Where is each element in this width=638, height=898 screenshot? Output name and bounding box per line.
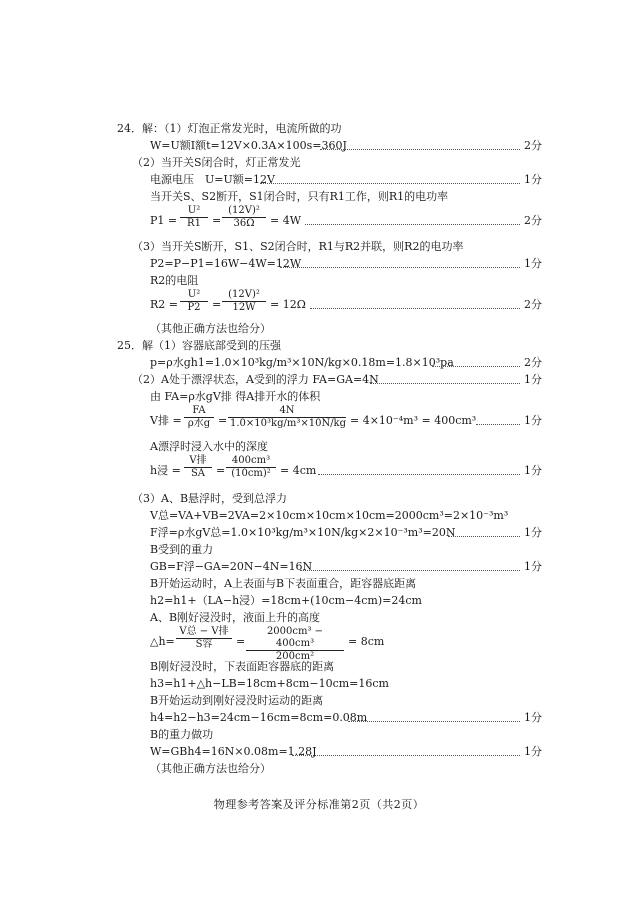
q25-title: 25．解（1）容器底部受到的压强 [117, 339, 281, 352]
q25-line1: p=ρ水gh1=1.0×10³kg/m³×10N/kg×0.18m=1.8×10³pa [150, 356, 454, 369]
score-label: 1分 [524, 257, 542, 270]
q25-v-rhs: = 4×10⁻⁴m³ = 400cm³ [350, 414, 477, 427]
score-label: 1分 [524, 745, 542, 758]
q25-line8: V总=VA+VB=2VA=2×10cm×10cm×10cm=2000cm³=2×10⁻³m³ [150, 509, 509, 522]
q24-p1-rhs: = 4W [270, 214, 302, 227]
fraction [176, 626, 232, 651]
score-label: 2分 [524, 356, 542, 369]
fraction-numerator: 400cm³ [226, 455, 276, 468]
fraction-denominator: 200cm² [275, 651, 315, 662]
fraction-numerator: U² [180, 289, 208, 302]
q24-r2-lhs: R2 = [150, 298, 178, 311]
dot-leader [300, 569, 520, 571]
score-label: 1分 [524, 173, 542, 186]
score-label: 1分 [524, 711, 542, 724]
fraction-denominator: R1 [187, 218, 201, 229]
q25-h-rhs: = 4cm [280, 464, 317, 477]
q25-dh-lhs: △h= [150, 635, 175, 648]
q24-r2-rhs: = 12Ω [270, 298, 306, 311]
q25-line16: B刚好浸没时，下表面距容器底的距离 [150, 660, 335, 673]
fraction [222, 205, 266, 230]
fraction [226, 455, 276, 480]
equals-sign: = [212, 214, 222, 227]
fraction-denominator: 12W [232, 302, 256, 313]
fraction-numerator: U² [180, 205, 208, 218]
fraction-denominator: ρ水g [187, 418, 211, 429]
q25-line3: 由 FA=ρ水gV排 得A排开水的体积 [150, 390, 321, 403]
q24-line6: （3）当开关S断开，S1、S2闭合时，R1与R2并联，则R2的电功率 [132, 240, 464, 253]
fraction [184, 405, 214, 430]
dot-leader [305, 223, 520, 225]
q25-line18: B开始运动到刚好浸没时运动的距离 [150, 694, 324, 707]
fraction-numerator: V总 − V排 [176, 626, 232, 639]
q24-line4: 当开关S、S2断开，S1闭合时，只有R1工作，则R1的电功率 [150, 190, 449, 203]
q24-line7: P2=P−P1=16W−4W=12W [150, 257, 302, 270]
dot-leader [260, 182, 520, 184]
equals-sign: = [218, 414, 228, 427]
fraction-numerator: FA [184, 405, 214, 418]
q25-line14: A、B刚好浸没时，液面上升的高度 [150, 611, 321, 624]
dot-leader [292, 754, 520, 756]
q25-line5: A漂浮时浸入水中的深度 [150, 440, 268, 453]
q24-line8: R2的电阻 [150, 274, 199, 287]
q25-line21: W=GBh4=16N×0.08m=1.28J [150, 745, 317, 758]
score-label: 1分 [524, 373, 542, 386]
dot-leader [318, 473, 520, 475]
fraction-numerator: 2000cm³ − 400cm³ [246, 626, 344, 651]
fraction [246, 626, 344, 663]
q25-line13: h2=h1+（LA−h浸）=18cm+(10cm−4cm)=24cm [150, 594, 422, 607]
dot-leader [476, 423, 520, 425]
score-label: 1分 [524, 526, 542, 539]
equals-sign: = [236, 635, 246, 648]
fraction [228, 405, 346, 430]
fraction [184, 455, 212, 480]
dot-leader [370, 382, 520, 384]
q25-line12: B开始运动时，A上表面与B下表面重合，距容器底距离 [150, 577, 417, 590]
fraction-denominator: SA [190, 468, 206, 479]
equals-sign: = [216, 464, 226, 477]
fraction-numerator: 4N [228, 405, 346, 418]
q25-line11: GB=F浮−GA=20N−4N=16N [150, 560, 313, 573]
fraction [222, 289, 266, 314]
fraction-denominator: 36Ω [233, 218, 255, 229]
fraction-denominator: S容 [195, 639, 213, 650]
dot-leader [320, 148, 520, 150]
fraction [180, 289, 208, 314]
q25-v-lhs: V排 = [150, 414, 182, 427]
q25-note: （其他正确方法也给分） [150, 762, 271, 775]
fraction-numerator: (12V)² [222, 205, 266, 218]
score-label: 1分 [524, 414, 542, 427]
fraction-denominator: P2 [187, 302, 201, 313]
fraction-numerator: V排 [184, 455, 212, 468]
equals-sign: = [212, 298, 222, 311]
fraction-denominator: 1.0×10³kg/m³×10N/kg [230, 418, 347, 429]
dot-leader [310, 307, 520, 309]
q25-line10: B受到的重力 [150, 543, 214, 556]
q24-line3: 电源电压 U=U额=12V [150, 173, 275, 186]
score-label: 1分 [524, 464, 542, 477]
fraction [180, 205, 208, 230]
dot-leader [280, 266, 520, 268]
q24-p1-lhs: P1 = [150, 214, 178, 227]
q24-title: 24．解：（1）灯泡正常发光时，电流所做的功 [117, 122, 342, 135]
dot-leader [348, 720, 520, 722]
score-label: 2分 [524, 298, 542, 311]
q25-line17: h3=h1+△h−LB=18cm+8cm−10cm=16cm [150, 677, 389, 690]
page-footer: 物理参考答案及评分标准第2页（共2页） [213, 798, 425, 811]
dot-leader [448, 535, 520, 537]
dot-leader [432, 365, 520, 367]
fraction-denominator: (10cm)² [231, 468, 271, 479]
q24-line2: （2）当开关S闭合时，灯正常发光 [132, 156, 301, 169]
q25-line20: B的重力做功 [150, 728, 214, 741]
q25-dh-rhs: = 8cm [348, 635, 385, 648]
fraction-numerator: (12V)² [222, 289, 266, 302]
score-label: 2分 [524, 214, 542, 227]
q24-note: （其他正确方法也给分） [150, 322, 271, 335]
q24-line1: W=U额I额t=12V×0.3A×100s=360J [150, 139, 347, 152]
score-label: 2分 [524, 139, 542, 152]
q25-line7: （3）A、B悬浮时，受到总浮力 [132, 492, 288, 505]
score-label: 1分 [524, 560, 542, 573]
q25-line19: h4=h2−h3=24cm−16cm=8cm=0.08m [150, 711, 368, 724]
q25-h-lhs: h浸 = [150, 464, 181, 477]
q25-line9: F浮=ρ水gV总=1.0×10³kg/m³×10N/kg×2×10⁻³m³=20N [150, 526, 456, 539]
q25-line2: （2）A处于漂浮状态，A受到的浮力 FA=GA=4N [132, 373, 379, 386]
